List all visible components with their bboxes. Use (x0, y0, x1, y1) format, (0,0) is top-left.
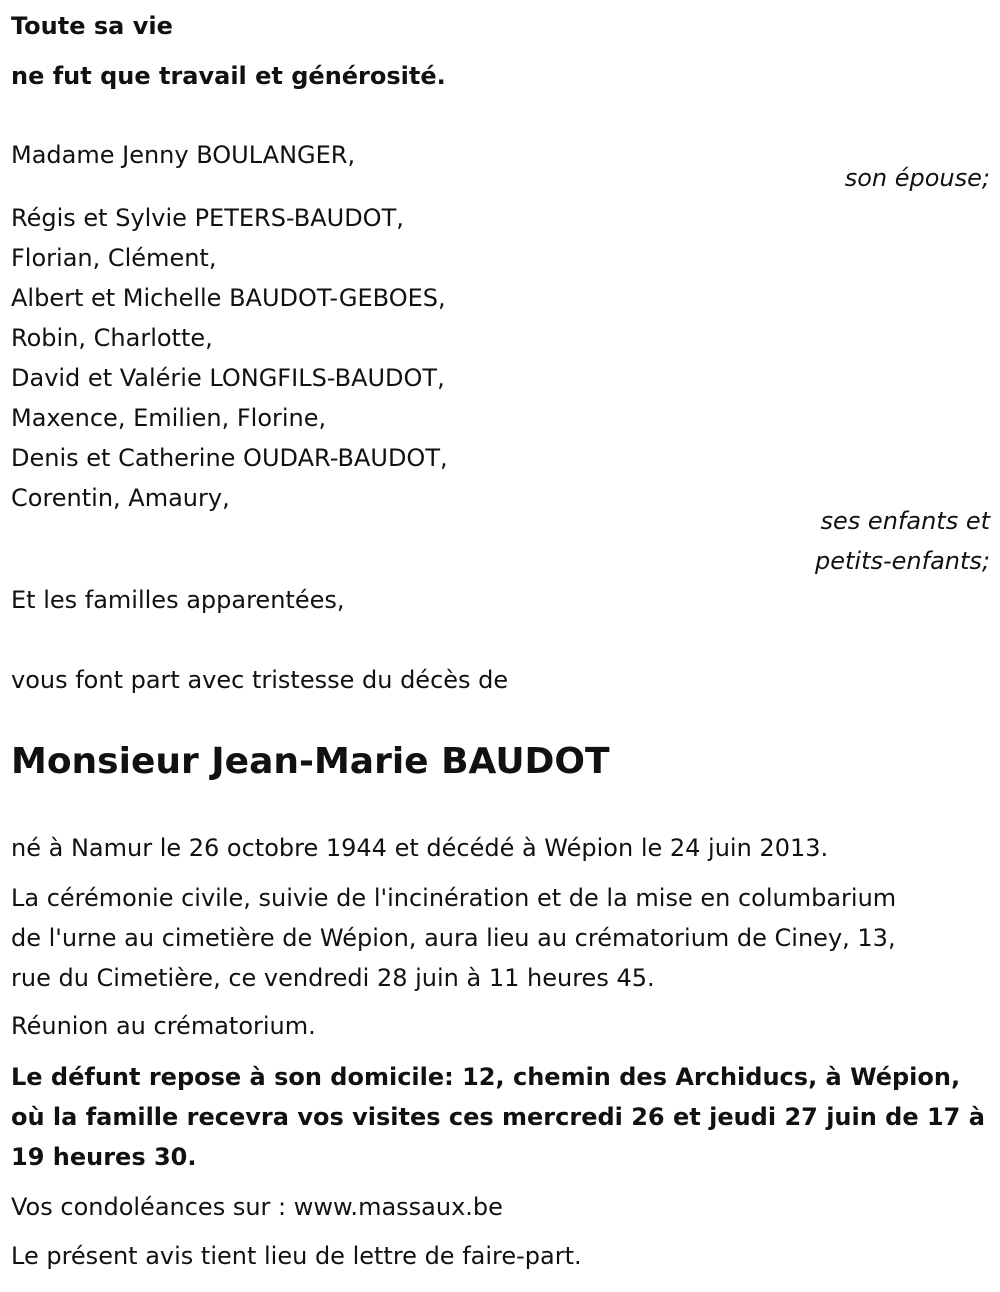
spouse-name: Madame Jenny BOULANGER, (11, 141, 356, 169)
ceremony-line-2: de l'urne au cimetière de Wépion, aura lieu au crématorium de Ciney, 13, (11, 924, 896, 952)
family-member: Florian, Clément, (11, 244, 217, 272)
visitation-line-1: Le défunt repose à son domicile: 12, chemin des Archiducs, à Wépion, (11, 1063, 961, 1091)
children-role-line-1: ses enfants et (820, 507, 990, 535)
deceased-name: Monsieur Jean-Marie BAUDOT (11, 741, 610, 782)
reunion-line: Réunion au crématorium. (11, 1012, 316, 1040)
family-member: Albert et Michelle BAUDOT-GEBOES, (11, 284, 446, 312)
relatives-line: Et les familles apparentées, (11, 586, 345, 614)
notice-line: Le présent avis tient lieu de lettre de faire-part. (11, 1242, 582, 1270)
visitation-line-2: où la famille recevra vos visites ces mercredi 26 et jeudi 27 juin de 17 à (11, 1103, 985, 1131)
birth-death-line: né à Namur le 26 octobre 1944 et décédé à Wépion le 24 juin 2013. (11, 834, 829, 862)
children-role-line-2: petits-enfants; (815, 547, 990, 575)
announcement-line: vous font part avec tristesse du décès de (11, 666, 509, 694)
family-member: Denis et Catherine OUDAR-BAUDOT, (11, 444, 448, 472)
children-list (11, 198, 448, 518)
spouse-role: son épouse; (844, 164, 990, 192)
condolences-line: Vos condoléances sur : www.massaux.be (11, 1193, 503, 1221)
ceremony-line-1: La cérémonie civile, suivie de l'incinération et de la mise en columbarium (11, 884, 897, 912)
family-member: Corentin, Amaury, (11, 484, 230, 512)
family-member: Robin, Charlotte, (11, 324, 213, 352)
epigraph-line-2: ne fut que travail et générosité. (11, 62, 446, 90)
ceremony-line-3: rue du Cimetière, ce vendredi 28 juin à 11 heures 45. (11, 964, 655, 992)
visitation-line-3: 19 heures 30. (11, 1143, 197, 1171)
family-member: Maxence, Emilien, Florine, (11, 404, 327, 432)
epigraph-line-1: Toute sa vie (11, 12, 173, 40)
family-member: David et Valérie LONGFILS-BAUDOT, (11, 364, 445, 392)
family-member: Régis et Sylvie PETERS-BAUDOT, (11, 204, 404, 232)
